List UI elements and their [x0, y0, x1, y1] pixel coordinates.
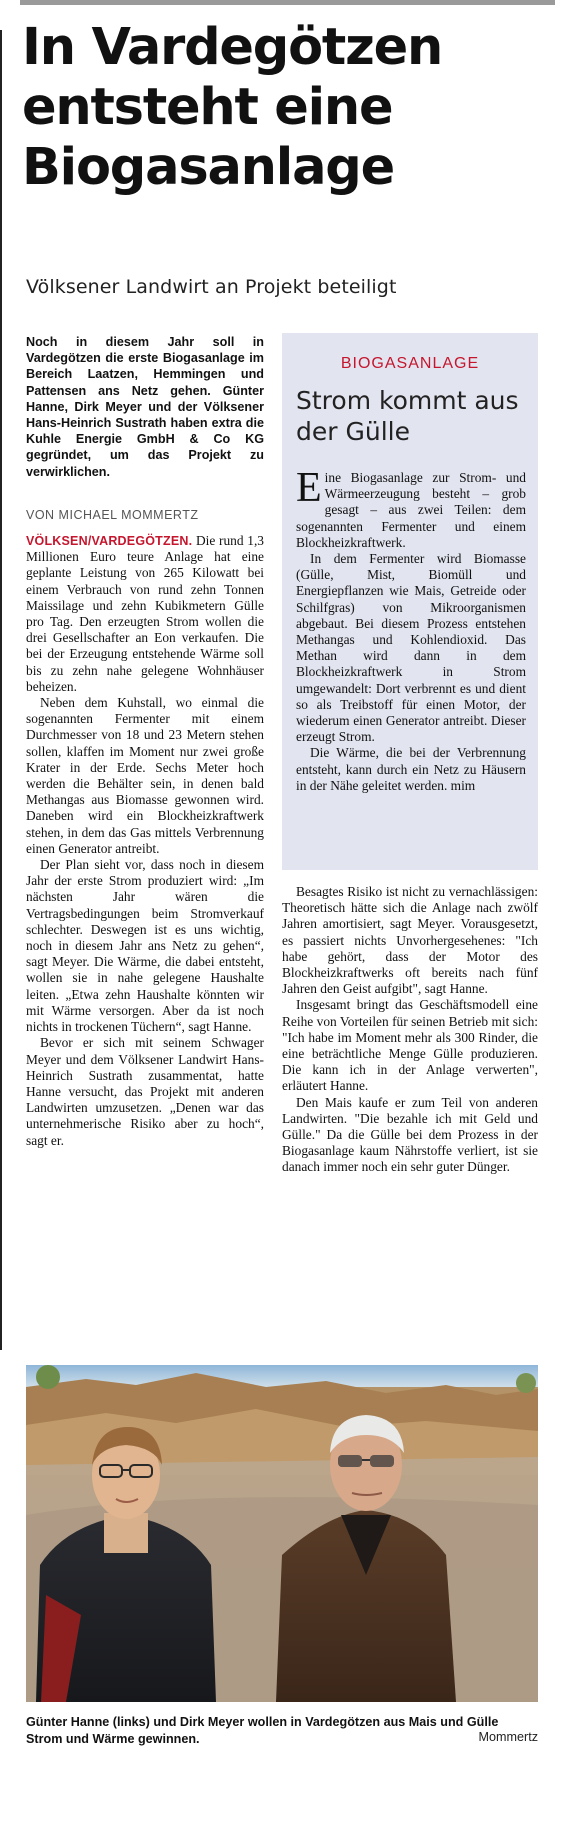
photo-credit: Mommertz	[478, 1730, 538, 1744]
left-column-rule	[0, 30, 2, 1350]
headline: In Vardegötzen entsteht eine Biogasanlage	[22, 18, 443, 197]
photo-caption: Günter Hanne (links) und Dirk Meyer wollen in Vardegötzen aus Mais und Gülle Strom und Wärme gewinnen.	[26, 1715, 499, 1746]
body-paragraph: Den Mais kaufe er zum Teil von anderen Landwirten. "Die bezahle ich mit Geld und Gülle." Da die Gülle bei dem Prozess in der Biogasanlage kaum Nährstoffe verliert, ist sie danach immer noch ein sehr guter Dünger.	[282, 1094, 538, 1175]
top-rule	[20, 0, 555, 5]
drop-cap: E	[296, 465, 322, 511]
body-paragraph: Insgesamt bringt das Geschäftsmodell eine Reihe von Vorteilen für seinen Betrieb mit sich: "Ich habe im Moment mehr als 300 Rinder, die eine beträchtliche Menge Gülle produzieren. Die kann ich in der Anlage verwerten", erläutert Hanne.	[282, 997, 538, 1094]
intro-paragraph: Noch in diesem Jahr soll in Vardegötzen die erste Biogasanlage im Bereich Laatzen, Hemmingen und Pattensen ans Netz gehen. Günter Hanne, Dirk Meyer und der Völksener Hans-Heinrich Sustrath haben extra die Kuhle Energie GmbH & Co KG gegründet, um das Projekt zu verwirklichen.	[26, 335, 264, 479]
body-paragraph: Besagtes Risiko ist nicht zu vernachlässigen: Theoretisch hätte sich die Anlage nach zwölf Jahren amortisiert, sagt Meyer. Vorausgesetzt, es passiert nichts Unvorhergesehenes: "Ich habe gehört, dass der Motor des Blockheizkraftwerks oft bereits nach fünf Jahren den Geist aufgibt", sagt Hanne.	[282, 884, 538, 997]
article-column-1	[26, 533, 264, 1149]
body-paragraph: Der Plan sieht vor, dass noch in diesem Jahr der erste Strom produziert wird: „Im nächsten Jahr wären die Vertragsbedingungen beim Stromverkauf schlechter. Deswegen ist es uns wichtig, noch in diesem Jahr ans Netz zu gehen“, sagt Meyer. Die Wärme, die dabei entsteht, wollen sie in nahe gelegene Haushalte leiten. „Etwa zehn Haushalte könnten wir mit Wärme versorgen. Aber da ist noch nichts in trockenen Tüchern“, sagt Hanne.	[26, 857, 264, 1035]
info-box-title: Strom kommt aus der Gülle	[296, 386, 519, 446]
info-paragraph: Eine Biogasanlage zur Strom- und Wärmeerzeugung besteht – grob gesagt – aus zwei Teilen: dem sogenannten Fermenter und einem Blockheizkraftwerk.	[296, 465, 526, 550]
subtitle: Völksener Landwirt an Projekt beteiligt	[26, 276, 397, 298]
article-column-2	[282, 884, 538, 1176]
body-paragraph: Bevor er sich mit seinem Schwager Meyer und dem Völksener Landwirt Hans-Heinrich Sustrath zusammentat, hatte Hanne versucht, das Projekt mit anderen Landwirten umzusetzen. „Denen war das unternehmerische Risiko aber zu hoch“, sagt er.	[26, 1035, 264, 1148]
info-box-text	[296, 465, 526, 794]
byline: VON MICHAEL MOMMERTZ	[26, 508, 199, 522]
info-paragraph: In dem Fermenter wird Biomasse (Gülle, Mist, Biomüll und Energiepflanzen wie Mais, Getreide oder Schilfgras) von Mikroorganismen abgebaut. Bei diesem Prozess entstehen Methangas und Kohlendioxid. Das Methan wird dann in dem Blockheizkraftwerk in Strom umgewandelt: Dort verbrennt es und dient so als Treibstoff für einen Motor, der wiederum einen Generator antreibt. Dieser erzeugt Strom.	[296, 551, 526, 745]
info-box-kicker: BIOGASANLAGE	[340, 355, 480, 372]
article-photo	[26, 1365, 538, 1702]
body-paragraph: VÖLKSEN/VARDEGÖTZEN. Die rund 1,3 Millionen Euro teure Anlage hat eine geplante Leistung von 265 Kilowatt bei einem Verbrauch von rund zehn Tonnen Maissilage und zehn Kubikmetern Gülle pro Tag. Den erzeugten Strom wollen die drei Gesellschafter an Eon verkaufen. Die bei der Erzeugung entstehende Wärme soll bis zu zehn nahe gelegene Wohnhäuser beheizen.	[26, 533, 264, 694]
info-paragraph: Die Wärme, die bei der Verbrennung entsteht, kann durch ein Netz zu Häusern in der Nähe geleitet werden. mim	[296, 745, 526, 793]
dateline: VÖLKSEN/VARDEGÖTZEN.	[26, 534, 193, 548]
body-paragraph: Neben dem Kuhstall, wo einmal die sogenannten Fermenter mit einem Durchmesser von 18 und 23 Metern stehen sollen, klaffen im Moment nur zwei große Krater in der Erde. Sechs Meter hoch werden die Behälter sein, in denen bald Methangas aus Biomasse gewonnen wird. Daneben wird ein Blockheizkraftwerk stehen, in dem das Gas mittels Verbrennung einen Generator antreibt.	[26, 695, 264, 856]
